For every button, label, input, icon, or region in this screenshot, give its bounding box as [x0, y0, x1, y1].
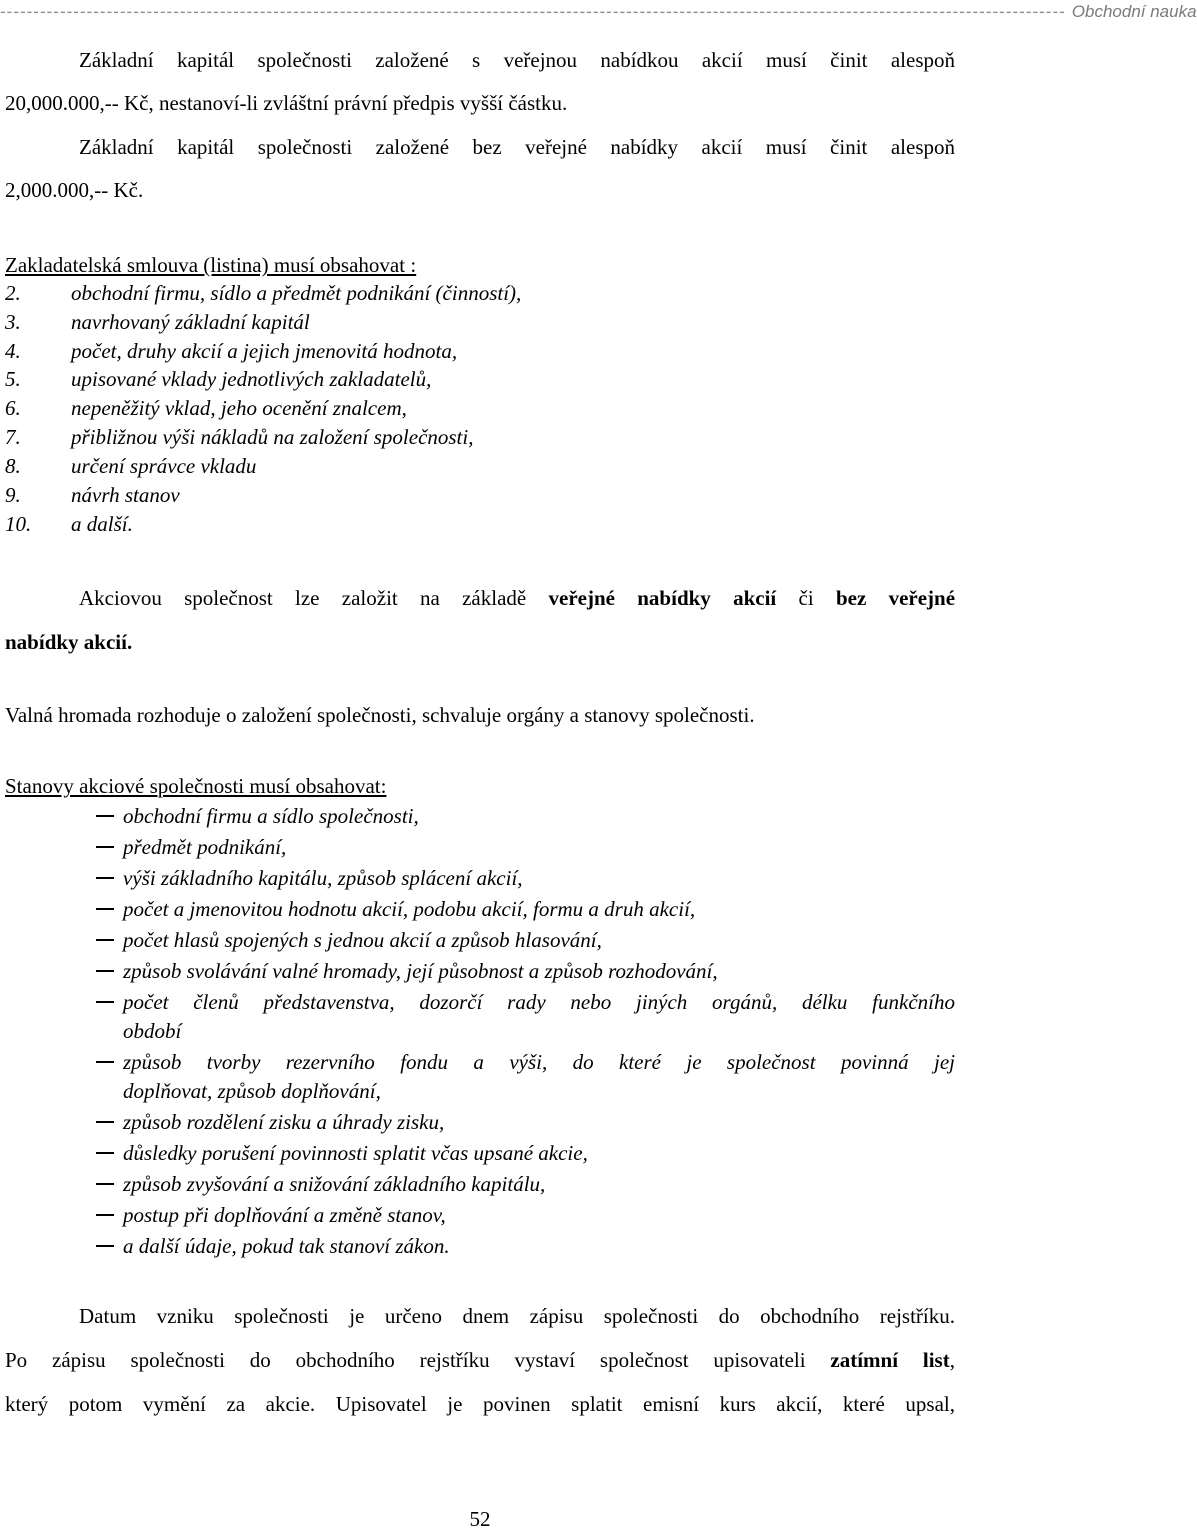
dash-bullet-icon: [96, 908, 114, 910]
dash-bullet-icon: [96, 1214, 114, 1216]
founding-item: [5, 395, 945, 421]
founding-item-text: nepeněžitý vklad, jeho ocenění znalcem,: [71, 396, 407, 420]
founding-item-number: 6.: [5, 396, 21, 420]
founding-item-text: navrhovaný základní kapitál: [71, 310, 310, 334]
statutes-heading: Stanovy akciové společnosti musí obsahovat:: [5, 774, 387, 798]
paragraph-5: Datum vzniku společnosti je určeno dnem zápisu společnosti do obchodního rejstříku.: [79, 1304, 955, 1328]
dash-bullet-icon: [96, 877, 114, 879]
founding-item-number: 9.: [5, 483, 21, 507]
founding-item: [5, 366, 945, 392]
dash-bullet-icon: [96, 1061, 114, 1063]
statutes-item-text: způsob rozdělení zisku a úhrady zisku,: [123, 1110, 445, 1134]
statutes-item-text: způsob tvorby rezervního fondu a výši, do které je společnost povinná jej: [123, 1050, 955, 1074]
statutes-item-text: způsob zvyšování a snižování základního kapitálu,: [123, 1172, 546, 1196]
paragraph-6-line-1: Po zápisu společnosti do obchodního rejstříku vystaví společnost upisovateli zatímní list,: [5, 1348, 955, 1372]
dash-bullet-icon: [96, 846, 114, 848]
paragraph-1-line-2: 20,000.000,-- Kč, nestanoví-li zvláštní právní předpis vyšší částku.: [5, 91, 568, 115]
statutes-item-text: obchodní firmu a sídlo společnosti,: [123, 804, 419, 828]
paragraph-6-line-2: který potom vymění za akcie. Upisovatel je povinen splatit emisní kurs akcií, které upsal,: [5, 1392, 955, 1416]
dash-bullet-icon: [96, 970, 114, 972]
founding-item-text: a další.: [71, 512, 133, 536]
statutes-item-text: a další údaje, pokud tak stanoví zákon.: [123, 1234, 450, 1258]
dash-bullet-icon: [96, 1001, 114, 1003]
paragraph-4: Valná hromada rozhoduje o založení společnosti, schvaluje orgány a stanovy společnosti.: [5, 703, 755, 727]
founding-item-number: 10.: [5, 512, 32, 536]
page-header: [0, 1, 1197, 23]
header-title: Obchodní nauka: [1071, 2, 1197, 21]
founding-heading: Zakladatelská smlouva (listina) musí obsahovat :: [5, 253, 417, 277]
paragraph-3-line-2: nabídky akcií.: [5, 630, 133, 654]
paragraph-3-line-1: Akciovou společnost lze založit na základě veřejné nabídky akcií či bez veřejné: [79, 586, 956, 610]
founding-item-number: 5.: [5, 367, 21, 391]
founding-item: [5, 280, 945, 306]
founding-item-number: 8.: [5, 454, 21, 478]
paragraph-2-line-1: Základní kapitál společnosti založené bez veřejné nabídky akcií musí činit alespoň: [79, 135, 955, 159]
founding-item: [5, 453, 945, 479]
statutes-item-text: předmět podnikání,: [123, 835, 287, 859]
founding-item-number: 4.: [5, 339, 21, 363]
founding-item: [5, 309, 945, 335]
founding-item: [5, 511, 945, 537]
founding-item: [5, 424, 945, 450]
dash-bullet-icon: [96, 1121, 114, 1123]
statutes-item-text: počet členů představenstva, dozorčí rady nebo jiných orgánů, délku funkčního: [123, 990, 955, 1014]
statutes-item-text: způsob svolávání valné hromady, její působnost a způsob rozhodování,: [123, 959, 718, 983]
founding-item-text: upisované vklady jednotlivých zakladatelů,: [71, 367, 432, 391]
statutes-item-text: důsledky porušení povinnosti splatit včas upsané akcie,: [123, 1141, 588, 1165]
header-rule: ----------------------------------------------------------------------------------------------------------------------------------------------------------------: [0, 2, 1066, 21]
paragraph-2-line-2: 2,000.000,-- Kč.: [5, 178, 144, 202]
founding-item-text: návrh stanov: [71, 483, 180, 507]
statutes-item-text: postup při doplňování a změně stanov,: [123, 1203, 446, 1227]
founding-item-number: 3.: [5, 310, 21, 334]
paragraph-1-line-1: Základní kapitál společnosti založené s veřejnou nabídkou akcií musí činit alespoň: [79, 48, 955, 72]
statutes-item-text: výši základního kapitálu, způsob splácení akcií,: [123, 866, 523, 890]
statutes-item-text: doplňovat, způsob doplňování,: [123, 1079, 381, 1103]
dash-bullet-icon: [96, 1245, 114, 1247]
founding-item-text: počet, druhy akcií a jejich jmenovitá hodnota,: [71, 339, 458, 363]
founding-item: [5, 482, 945, 508]
statutes-item-text: období: [123, 1019, 182, 1043]
statutes-item-text: počet a jmenovitou hodnotu akcií, podobu akcií, formu a druh akcií,: [123, 897, 696, 921]
statutes-item-text: počet hlasů spojených s jednou akcií a způsob hlasování,: [123, 928, 602, 952]
dash-bullet-icon: [96, 939, 114, 941]
dash-bullet-icon: [96, 1183, 114, 1185]
founding-item-number: 2.: [5, 281, 21, 305]
founding-item-number: 7.: [5, 425, 21, 449]
founding-item-text: přibližnou výši nákladů na založení společnosti,: [71, 425, 474, 449]
page-number: 52: [469, 1507, 491, 1531]
founding-item: [5, 338, 945, 364]
founding-item-text: obchodní firmu, sídlo a předmět podnikání (činností),: [71, 281, 522, 305]
dash-bullet-icon: [96, 1152, 114, 1154]
founding-item-text: určení správce vkladu: [71, 454, 257, 478]
dash-bullet-icon: [96, 815, 114, 817]
